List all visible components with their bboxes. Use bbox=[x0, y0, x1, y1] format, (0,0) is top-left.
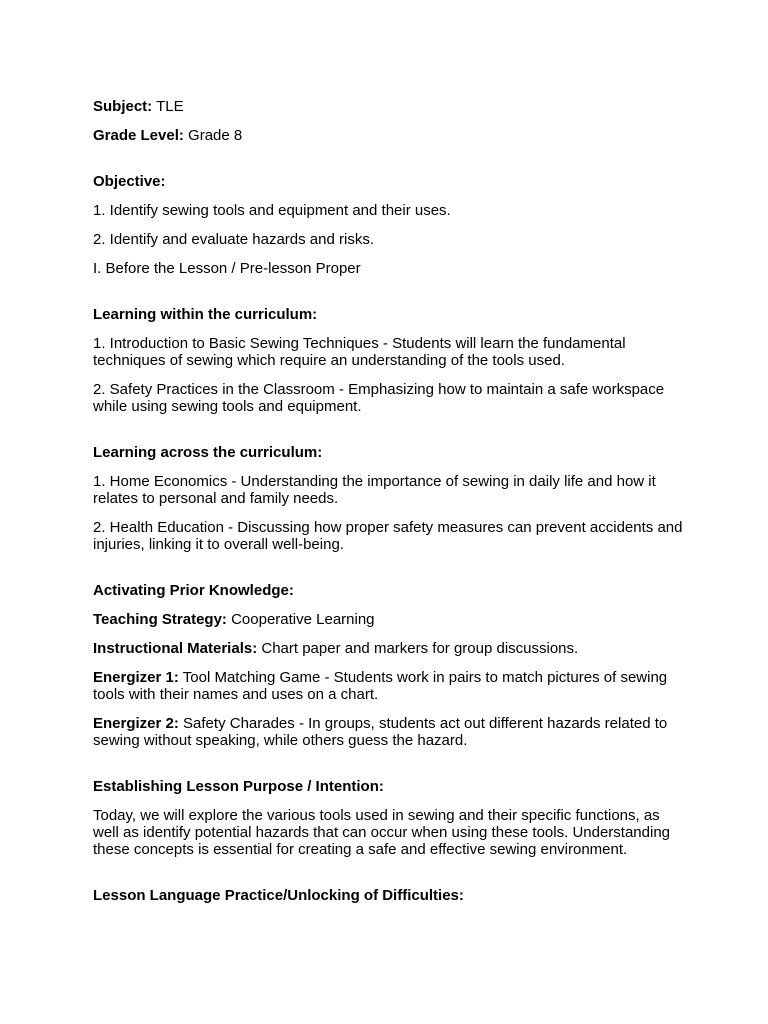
teaching-strategy-label: Teaching Strategy: bbox=[93, 611, 227, 628]
learning-within-heading-text: Learning within the curriculum: bbox=[93, 306, 318, 323]
purpose-heading-text: Establishing Lesson Purpose / Intention: bbox=[93, 778, 384, 795]
learning-within-heading bbox=[93, 306, 683, 323]
learning-across-item: 2. Health Education - Discussing how proper safety measures can prevent accidents and injuries, linking it to overall well-being. bbox=[93, 519, 683, 553]
purpose-paragraph: Today, we will explore the various tools used in sewing and their specific functions, as well as identify potential hazards that can occur when using these tools. Understanding these concepts is essential for creating a safe and effective sewing environment. bbox=[93, 807, 671, 858]
objective-item: 1. Identify sewing tools and equipment and their uses. bbox=[93, 202, 451, 219]
objective-item: 2. Identify and evaluate hazards and risks. bbox=[93, 231, 375, 248]
teaching-strategy-line bbox=[93, 611, 683, 628]
energizer-2-label: Energizer 2: bbox=[93, 715, 179, 732]
learning-across-heading-text: Learning across the curriculum: bbox=[93, 444, 323, 461]
subject-label: Subject: bbox=[93, 98, 153, 115]
subject-line bbox=[93, 98, 683, 115]
energizer-2-value: Safety Charades - In groups, students act out different hazards related to sewing without speaking, while others guess the hazard. bbox=[93, 715, 668, 749]
instructional-materials-line bbox=[93, 640, 683, 657]
learning-within-item: 2. Safety Practices in the Classroom - Emphasizing how to maintain a safe workspace while using sewing tools and equipment. bbox=[93, 381, 665, 415]
learning-across-item: 1. Home Economics - Understanding the importance of sewing in daily life and how it relates to personal and family needs. bbox=[93, 473, 656, 507]
grade-level-label: Grade Level: bbox=[93, 127, 184, 144]
energizer-1-label: Energizer 1: bbox=[93, 669, 179, 686]
energizer-2-line bbox=[93, 715, 683, 749]
language-practice-heading bbox=[93, 887, 683, 904]
learning-within-item: 1. Introduction to Basic Sewing Techniques - Students will learn the fundamental techniques of sewing which require an understanding of the tools used. bbox=[93, 335, 626, 369]
subject-value: TLE bbox=[152, 98, 184, 115]
purpose-heading bbox=[93, 778, 683, 795]
learning-across-heading bbox=[93, 444, 683, 461]
grade-level-value: Grade 8 bbox=[183, 127, 243, 144]
instructional-materials-value: Chart paper and markers for group discussions. bbox=[257, 640, 579, 657]
energizer-1-line bbox=[93, 669, 683, 703]
energizer-1-value: Tool Matching Game - Students work in pairs to match pictures of sewing tools with their names and uses on a chart. bbox=[93, 669, 668, 703]
activating-heading-text: Activating Prior Knowledge: bbox=[93, 582, 294, 599]
teaching-strategy-value: Cooperative Learning bbox=[226, 611, 375, 628]
activating-heading bbox=[93, 582, 683, 599]
language-practice-heading-text: Lesson Language Practice/Unlocking of Difficulties: bbox=[93, 887, 464, 904]
instructional-materials-label: Instructional Materials: bbox=[93, 640, 258, 657]
lesson-plan-document bbox=[93, 98, 683, 904]
before-lesson-line: I. Before the Lesson / Pre-lesson Proper bbox=[93, 260, 361, 277]
objective-heading bbox=[93, 173, 683, 190]
grade-level-line bbox=[93, 127, 683, 144]
objective-heading-text: Objective: bbox=[93, 173, 166, 190]
